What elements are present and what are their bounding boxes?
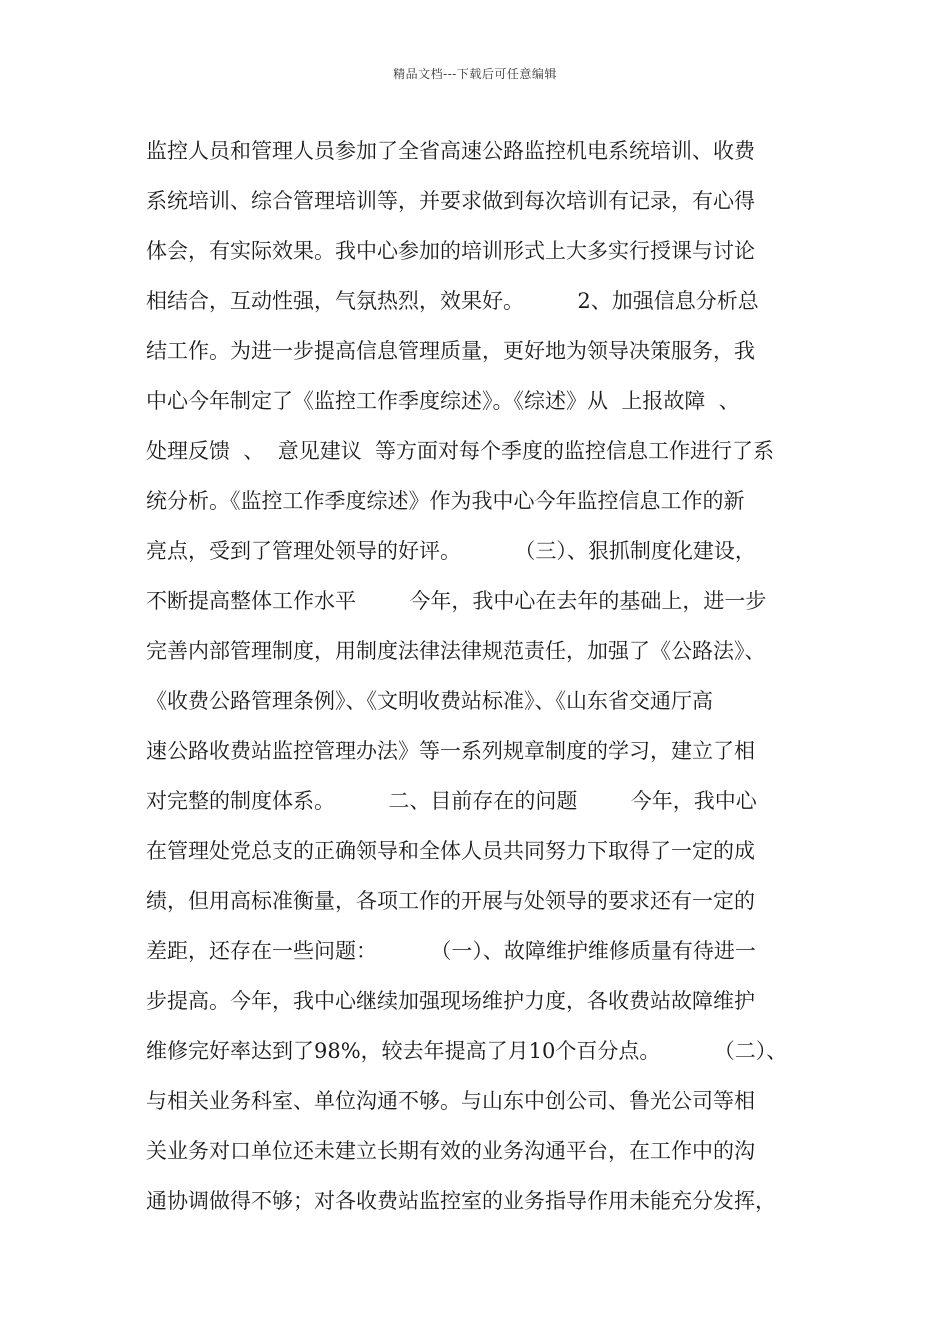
text-line: 体会，有实际效果。我中心参加的培训形式上大多实行授课与讨论 bbox=[146, 239, 755, 263]
text-line: 监控人员和管理人员参加了全省高速公路监控机电系统培训、收费 bbox=[146, 139, 755, 163]
text-line: 对完整的制度体系。 二、目前存在的问题 今年，我中心 bbox=[146, 789, 757, 813]
text-line: 关业务对口单位还未建立长期有效的业务沟通平台，在工作中的沟 bbox=[146, 1139, 755, 1163]
text-line: 结工作。为进一步提高信息管理质量，更好地为领导决策服务，我 bbox=[146, 339, 755, 363]
page-header: 精品文档---下载后可任意编辑 bbox=[393, 67, 557, 81]
text-line: 《收费公路管理条例》、《文明收费站标准》、《山东省交通厅高 bbox=[146, 689, 713, 713]
text-line: 维修完好率达到了98%，较去年提高了月10个百分点。 （二）、 bbox=[146, 1039, 788, 1063]
text-line: 绩，但用高标准衡量，各项工作的开展与处领导的要求还有一定的 bbox=[146, 889, 755, 913]
text-line: 中心今年制定了《监控工作季度综述》。《综述》从 上报故障 、 bbox=[146, 389, 740, 413]
text-line: 处理反馈 、 意见建议 等方面对每个季度的监控信息工作进行了系 bbox=[146, 439, 775, 463]
text-line: 亮点，受到了管理处领导的好评。 （三）、狠抓制度化建设， bbox=[146, 539, 756, 563]
text-line: 差距，还存在一些问题： （一）、故障维护维修质量有待进一 bbox=[146, 939, 756, 963]
text-line: 不断提高整体工作水平 今年，我中心在去年的基础上，进一步 bbox=[146, 589, 767, 613]
text-line: 与相关业务科室、单位沟通不够。与山东中创公司、鲁光公司等相 bbox=[146, 1089, 755, 1113]
text-line: 统分析。《监控工作季度综述》作为我中心今年监控信息工作的新 bbox=[146, 489, 745, 513]
text-line: 在管理处党总支的正确领导和全体人员共同努力下取得了一定的成 bbox=[146, 839, 755, 863]
document-body bbox=[146, 126, 826, 1226]
text-line: 步提高。今年，我中心继续加强现场维护力度，各收费站故障维护 bbox=[146, 989, 755, 1013]
text-line: 相结合，互动性强，气氛热烈，效果好。 2、加强信息分析总 bbox=[146, 289, 759, 313]
text-line: 速公路收费站监控管理办法》等一系列规章制度的学习，建立了相 bbox=[146, 739, 755, 763]
text-line: 通协调做得不够；对各收费站监控室的业务指导作用未能充分发挥， bbox=[146, 1189, 776, 1213]
text-line: 完善内部管理制度，用制度法律法律规范责任，加强了《公路法》、 bbox=[146, 639, 766, 663]
text-line: 系统培训、综合管理培训等，并要求做到每次培训有记录，有心得 bbox=[146, 189, 755, 213]
